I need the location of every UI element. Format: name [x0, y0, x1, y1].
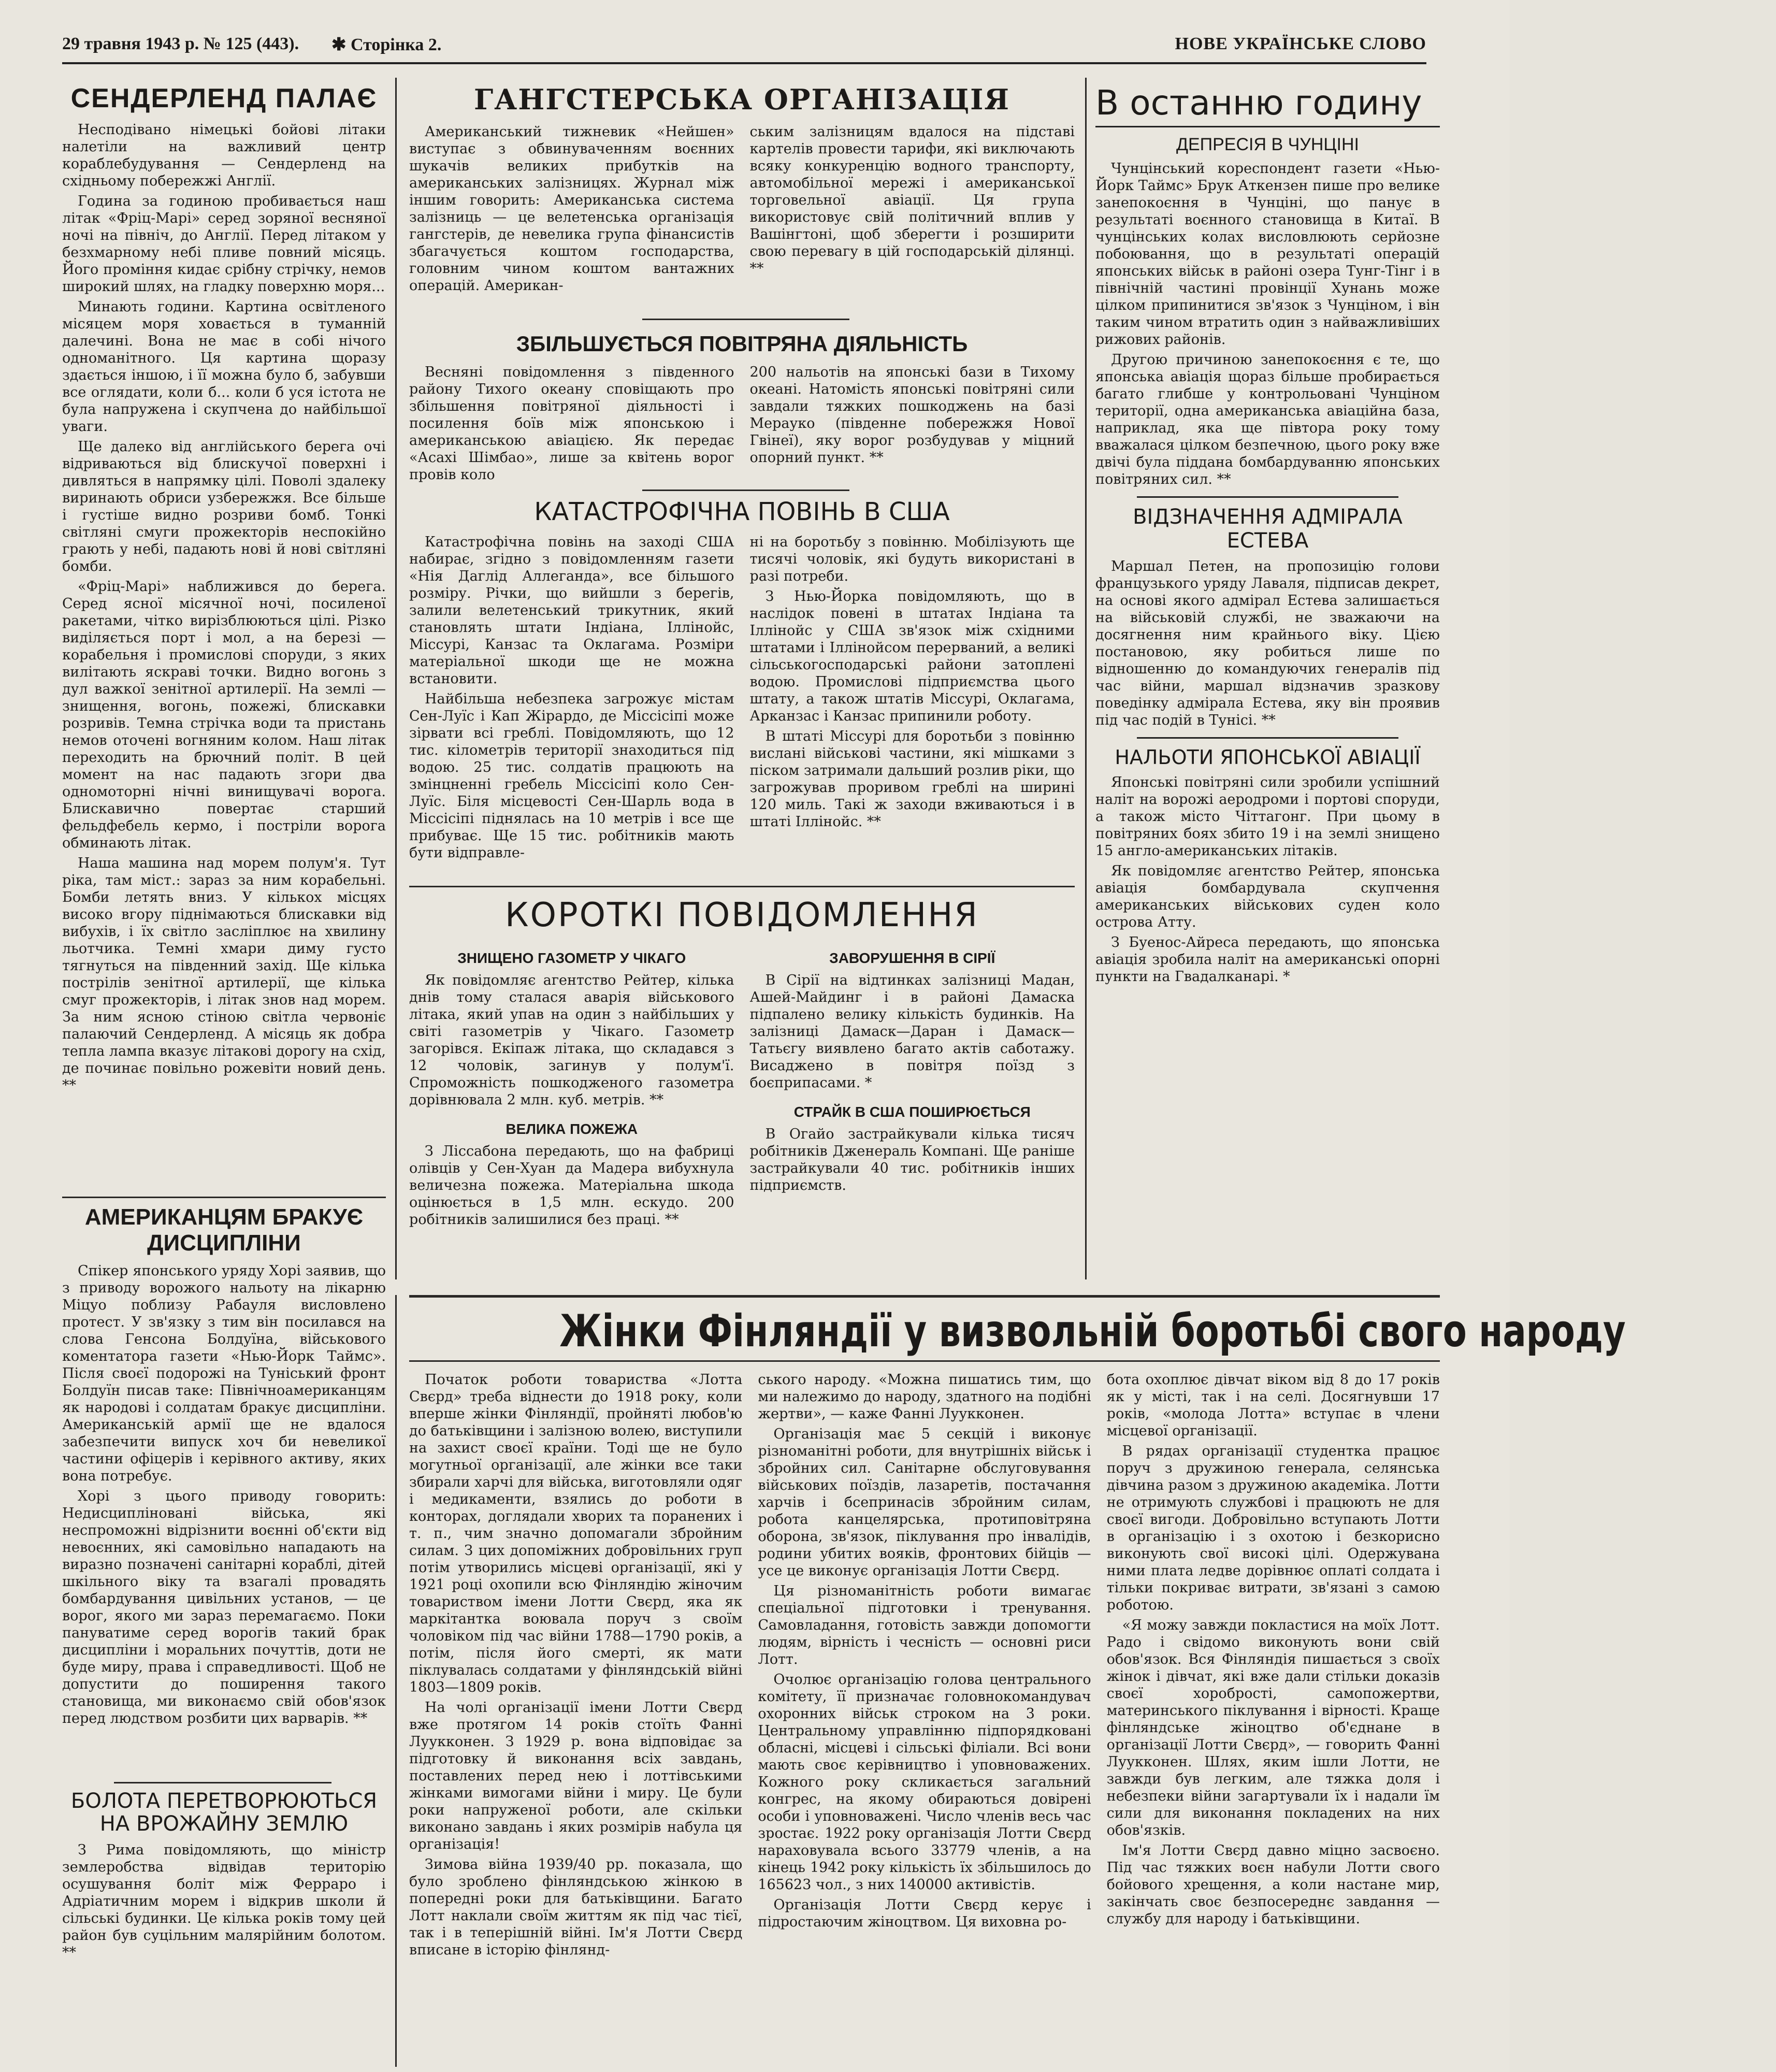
divider [409, 1295, 1440, 1298]
column-rule [395, 78, 397, 1279]
article-discipline [62, 1204, 386, 1790]
masthead: НОВЕ УКРАЇНСЬКЕ СЛОВО [1175, 34, 1426, 53]
article-title: ВІДЗНАЧЕННЯ АДМІРАЛА ЕСТЕВА [1133, 505, 1403, 553]
article-sunderland [62, 83, 386, 1191]
paragraph: Чунцінський кореспондент газети «Нью-Йорк Таймс» Брук Аткензен пише про велике занепокоєння в Чунціні, що панує в результаті воєнного становища в Китаї. В чунцінських колах висловлюють серйозне побоювання, що в результаті операцій японських військ в районі озера Тунг-Тінг і в північній частині провінції Хунань може цілком припинитися зв'язок з Чунціном, і він таким чином втратить один з найважливіших рижових районів. [1095, 161, 1440, 348]
paragraph: «Фріц-Марі» наближився до берега. Серед ясної місячної ночі, посиленої ракетами, чітко вирізблюються цілі. Різко виділяється порт і мол, а на березі — корабельня і промислові споруди, з яких вилітають яскраві точки. Видно вогонь з дул важкої зенітної артилерії. На землі — знищення, вогонь, пожежі, блискавки розривів. Темна стрічка води та пристань немов оточені вогняним колом. Наш літак переходить на брючний політ. В цей момент на нас падають згори два одномоторні нічні винищувачі ворога. Блискавично повертає старший фельдфебель кермо, і постріли ворога обминають літак. [62, 579, 386, 851]
paragraph: З Нью-Йорка повідомляють, що в наслідок повені в штатах Індіана та Іллінойс у США зв'язок між східними штатами і Іллінойсом перерваний, а великі сільськогосподарські райони затоплені водою. Промислові підприємства цього штату, а також штатів Міссурі, Оклагама, Арканзас і Канзас припинили роботу. [749, 588, 1075, 724]
paragraph: З Буеноc-Айреса передають, що японська авіація зробила наліт на американські опорні пункти на Гвадалканарі. * [1095, 934, 1440, 985]
paragraph: В рядах організації студентка працює поруч з дружиною генерала, селянська дівчина разом з дружиною академіка. Лотти не отримують службові і працюють не для своєї вигоди. Добровільно вступають Лотти в організацію і з охотою і безкорисно виконують свої високі цілі. Одержувана ними плата ледве дорівнює оплаті солдата і тільки покриває витрати, зв'язані з самою роботою. [1106, 1443, 1440, 1613]
article-flood [409, 497, 1075, 881]
column-rule [395, 1295, 397, 2067]
divider [1137, 737, 1398, 739]
paragraph: ського народу. «Можна пишатись тим, що ми належимо до народу, здатного на подібні жертви», — каже Фанні Луукконен. [758, 1372, 1091, 1422]
paragraph: Ще далеко від англійського берега очі відриваються від блискучої поверхні і дивляться в напрямку цілі. Поволі здалеку виринають обриси узбережжя. Все більше і густіше видно розриви бомб. Тонкі світляні смуги прожекторів неспокійно грають у небі, падають нові й нові світляні бомби. [62, 439, 386, 574]
news-heading: ЗАВОРУШЕННЯ В СІРІЇ [829, 950, 995, 966]
article-gangster [409, 83, 1075, 311]
paragraph: З Рима повідомляють, що міністр землеробства відвідав територію осушування боліт між Ферраро і Адріатичним морем і відкрив школи й сільські будинки. Це кілька років тому цей район був суцільним малярійним болотом. ** [62, 1842, 386, 1961]
article-title: КАТАСТРОФІЧНА ПОВІНЬ В США [534, 497, 950, 526]
article-title: АМЕРИКАНЦЯМ БРАКУЄ ДИСЦИПЛІНИ [84, 1204, 364, 1256]
divider [642, 319, 849, 320]
article-finland [409, 1305, 1626, 2062]
paragraph: З Ліссабона передають, що на фабриці олівців у Сен-Хуан да Мадера вибухнула величезна пожежа. Матеріальна шкода оцінюється в 1,5 млн. ескудо. 200 робітників залишилися без праці. ** [409, 1143, 734, 1228]
divider [62, 1197, 386, 1198]
page-header [62, 31, 1426, 64]
paragraph: Весняні повідомлення з південного району Тихого океану сповіщають про збільшення повітряної діяльності і посилення боїв між японською і американською авіацією. Як передає «Асахі Шімбао», лише за квітень ворог провів коло [409, 364, 734, 483]
paragraph: Катастрофічна повінь на заході США набирає, згідно з повідомленням газети «Нія Даглід Аллеганда», все більшого розміру. Річки, що вийшли з берегів, залили велетенський трикутник, який становлять штати Індіана, Іллінойс, Міссурі, Канзас та Оклагама. Розміри матеріальної шкоди ще не можна встановити. [409, 534, 734, 687]
paragraph: ні на боротьбу з повінню. Мобілізують ще тисячі чоловік, які будуть використані в разі потреби. [749, 534, 1075, 584]
paragraph: Хорі з цього приводу говорить: Недисципліновані війська, які неспроможні відрізнити воєнні об'єкти від невоєнних, які самовільно нападають на виразно позначені санітарні кораблі, дітей шкільного віку та взагалі провадять бомбардування цивільних установ, — це ворог, якого ми зараз перемагаємо. Поки пануватиме серед ворогів такий брак дисципліни і моральних почуттів, доти не буде миру, права і справедливості. Щоб не допустити до поширення такого становища, ми виконаємо свій обов'язок перед людством розбити цих варварів. ** [62, 1488, 386, 1726]
paragraph: ським залізницям вдалося на підставі картелів провести тарифи, які виключають всяку конкуренцію водного транспорту, автомобільної мережі і американської торговельної авіації. Ця група використовує свій політичний вплив у Вашінгтоні, щоб зберегти і розширити свою перевагу в цій господарській ділянці. ** [749, 124, 1075, 277]
paragraph: Японські повітряні сили зробили успішний наліт на ворожі аеродроми і портові споруди, а також місто Чіттагонг. При цьому в повітряних боях збито 19 і на землі знищено 15 англо-американських літаків. [1095, 774, 1440, 859]
divider [1137, 496, 1398, 498]
news-heading: СТРАЙК В США ПОШИРЮЄТЬСЯ [793, 1104, 1031, 1120]
paragraph: Організація Лотти Свєрд керує і підростаючим жіноцтвом. Ця виховна ро- [758, 1897, 1091, 1930]
paragraph: Ім'я Лотти Свєрд давно міцно засвоєно. Під час тяжких воєн набули Лотти свого бойового хрещення, а коли настане мир, закінчать своє безпосереднє завдання — службу для народу і батьківщини. [1106, 1843, 1440, 1927]
divider [642, 490, 849, 491]
paragraph: Зимова війна 1939/40 рр. показала, що було зроблено фінляндською жінкою в попередні роки для батьківщини. Багато Лотт наклали своїм життям як під час тієї, так і в теперішній війні. Ім'я Лотти Свєрд вписане в історію фінлянд- [409, 1857, 743, 1958]
paragraph: Початок роботи товариства «Лотта Свєрд» треба віднести до 1918 року, коли вперше жінки Фінляндії, пройняті любов'ю до батьківщини і залізною волею, виступили на захист своєї країни. Тоді ще не було могутньої організації, але жінки все таки збирали харчі для війська, виготовляли одяг і медикаменти, взялись до роботи в конторах, доглядали хворих та поранених і т. п., чим значно допомагали збройним силам. З цих допоміжних добровільних груп потім утворились місцеві організації, які у 1921 році охопили всю Фінляндію жіночим товариством імени Лотти Свєрд, яка як маркітантка воювала поруч з своїм чоловіком під час війни 1788—1790 років, а потім, після його смерті, як мати піклувалась солдатами у фінляндській війні 1803—1809 років. [409, 1372, 743, 1695]
issue-date: 29 травня 1943 р. № 125 (443). [62, 34, 299, 53]
paragraph: бота охоплює дівчат віком від 8 до 17 років як у місті, так і на селі. Досягнувши 17 років, «молода Лотта» вступає в члени місцевої організації. [1106, 1372, 1440, 1439]
article-title: НАЛЬОТИ ЯПОНСЬКОЇ АВІАЦІЇ [1115, 746, 1421, 769]
paragraph: В Сірії на відтинках залізниці Мадан, Ашей-Майдинг і в районі Дамаска підпалено велику кількість будинків. На залізниці Дамаск—Даран і Дамаск—Татьєгу виявлено багато актів саботажу. Висаджено в повітря поїзд з боєприпасами. * [749, 972, 1075, 1091]
article-swamps [62, 1790, 386, 2059]
paragraph: «Я можу завжди покластися на моїх Лотт. Радо і свідомо виконують вони свій обов'язок. Вся Фінляндія пишається з своїх жінок і дівчат, які вже дали стільки доказів своєї хоробрості, самопожертви, материнського піклування і вірності. Краще фінляндське жіноцтво об'єднане в організації Лотти Свєрд», — говорить Фанні Луукконен. Шлях, яким ішли Лотти, не завжди був легким, але тяжка доля і небезпеки війни загартували їх і надали їм сили для виконання покладених на них обов'язків. [1106, 1617, 1440, 1838]
paragraph: В штаті Міссурі для боротьби з повінню вислані військові частини, які мішками з піском затримали дальший розлив ріки, що загрожував проривом греблі на ширині 120 миль. Такі ж заходи вживаються і в штаті Іллінойс. ** [749, 728, 1075, 830]
paragraph: Несподівано німецькі бойові літаки налетіли на важливий центр кораблебудування — Сендерленд на східньому побережжі Англії. [62, 122, 386, 189]
divider [409, 1360, 1440, 1362]
article-title: ЗБІЛЬШУЄТЬСЯ ПОВІТРЯНА ДІЯЛЬНІСТЬ [516, 332, 968, 356]
paragraph: Спікер японського уряду Хорі заявив, що з приводу ворожого нальоту на лікарню Міцуо поблизу Рабауля висловлено протест. У зв'язку з тим він посилався на слова Генсона Болдуїна, військового коментатора газети «Нью-Йорк Таймс». Після своєї подорожі на Туніський фронт Болдуїн писав таке: Північноамериканцям як народові і солдатам бракує дисципліни. Американській армії ще не вдалося забезпечити випуск хоч би невеликої частини офіцерів і керівного активу, яких вона потребує. [62, 1263, 386, 1484]
paragraph: 200 нальотів на японські бази в Тихому океані. Натомість японські повітряні сили завдали тяжких пошкоджень на базі Мераукo (південне побережжя Нової Гвінеї), яку ворог розбудував у міцний опорний пункт. ** [749, 364, 1075, 466]
paragraph: Година за годиною пробивається наш літак «Фріц-Марі» серед зоряної весняної ночі на північ, до Англії. Перед літаком у безхмарному небі пливе повний місяць. Його проміння кидає срібну стрічку, немов широкий шлях, на гладку поверхню моря... [62, 193, 386, 295]
article-title: СЕНДЕРЛЕНД ПАЛАЄ [70, 83, 378, 113]
paragraph: Другою причиною занепокоєння є те, що японська авіація щораз більше пробирається багато глибше у контрольовані Чунціном території, одна американська авіаційна база, наприклад, яка ще півтора року тому вважалася цілком безпечною, цього року вже двічі була піддана бомбардуванню японських повітряних сил. ** [1095, 352, 1440, 487]
article-title: ДЕПРЕСІЯ В ЧУНЦІНІ [1176, 135, 1360, 154]
news-heading: ЗНИЩЕНО ГАЗОМЕТР У ЧІКАГО [457, 950, 686, 966]
section-last-hour [1095, 83, 1440, 1279]
paragraph: Американський тижневик «Нейшен» виступає з обвинуваченням воєнних шукачів великих прибутків на американських залізницях. Журнал між іншим говорить: Американська система залізниць — це велетенська організація гангстерів, де невелика група фінансистів збагачується коштом господарства, головним чином коштом вантажних операцій. Американ- [409, 124, 734, 294]
paragraph: Найбільша небезпека загрожує містам Сен-Луїс і Кап Жірардо, де Міссісіпі може зірвати всі греблі. Повідомляють, що 12 тис. кілометрів території знаходиться під водою. 25 тис. солдатів працюють на змінцненні гребель Міссісіпі коло Сен-Луїс. Біля місцевості Сен-Шарль вода в Міссісіпі піднялась на 10 метрів і все ще прибуває. Ще 15 тис. робітників мають бути відправле- [409, 691, 734, 861]
paragraph: Організація має 5 секцій і виконує різноманітні роботи, для внутрішніх військ і збройних сил. Санітарне обслуговування військових поїздів, лазаретів, постачання харчів і бсепринасів збройним силам, робота канцелярська, протиповітряна оборона, зв'язок, піклування про інвалідів, родини убитих вояків, фронтових бійців — усе це виконує організація Лотти Свєрд. [758, 1426, 1091, 1579]
divider [114, 1782, 331, 1783]
paragraph: Ця різноманітність роботи вимагає спеціальної підготовки і тренування. Самовладання, готовість завжди допомогти людям, вірність і чесність — основні риси Лотт. [758, 1583, 1091, 1667]
section-short-news [409, 896, 1075, 1279]
paragraph: Маршал Петен, на пропозицію голови французького уряду Лаваля, підписав декрет, на основі якого адмірал Естева залишається на військовій службі, не зважаючи на досягнення ним крайнього віку. Цією постановою, яку робиться лише по відношенню до командуючих генералів під час війни, маршал відзначив зразкову поведінку адмірала Естева, яку він проявив під час подій в Тунісі. ** [1095, 558, 1440, 728]
paragraph: Минають години. Картина освітленого місяцем моря ховається в туманній далечині. Вона не має в собі нічого одноманітного. Ця картина щоразу здається іншою, і її можна було б, забувши все оглядати, коли б... коли б уся істота не була напружена і скупчена до найбільшої уваги. [62, 299, 386, 435]
section-title: КОРОТКІ ПОВІДОМЛЕННЯ [505, 896, 979, 934]
paragraph: Як повідомляє агентство Рейтер, кілька днів тому сталася аварія військового літака, який упав на один з найбільших у світі газометрів у Чікаго. Газометр загорівся. Екіпаж літака, що складався з 12 чоловік, загинув у полум'ї. Спроможність пошкодженого газометра дорівнювала 2 млн. куб. метрів. ** [409, 972, 734, 1108]
paragraph: На чолі організації імени Лотти Свєрд вже протягом 14 років стоїть Фанні Луукконен. З 1929 р. вона відповідає за підготовку й виконання всіх завдань, поставлених перед нею і лоттівськими жінками вимогами війни і миру. Це були роки напруженої роботи, але скільки виконано завдань і яких розмірів набула ця організація! [409, 1700, 743, 1852]
article-title: ГАНГСТЕРСЬКА ОРГАНІЗАЦІЯ [473, 83, 1010, 116]
paragraph: Як повідомляє агентство Рейтер, японська авіація бомбардувала скупчення американських військових суден коло острова Атту. [1095, 863, 1440, 930]
divider [409, 886, 1075, 887]
page-number: ✱ Сторінка 2. [331, 35, 442, 54]
paragraph: В Огайо застрайкували кілька тисяч робітників Дженераль Компані. Ще раніше застрайкували 40 тис. робітників інших підприємств. [749, 1126, 1075, 1193]
section-title: В останню годину [1095, 83, 1440, 127]
column-rule [1085, 78, 1087, 1279]
news-heading: ВЕЛИКА ПОЖЕЖА [506, 1121, 638, 1137]
article-title: БОЛОТА ПЕРЕТВОРЮЮТЬСЯ НА ВРОЖАЙНУ ЗЕМЛЮ [70, 1789, 378, 1836]
article-air-activity [409, 332, 1075, 487]
paragraph: Наша машина над морем полум'я. Тут ріка, там міст.: зараз за ним корабельні. Бомби летять вниз. У кількох місцях високо вгору піднімаються блискавки від вибухів, і їх світло засліплює на хвилину льотчика. Темні хмари диму густо тягнуться на південний захід. Ще кілька пострілів зенітної артилерії, ще кілька смуг прожекторів, і літак знов над морем. За ним ясною стіною світла червоніє палаючий Сендерленд. А місяць як добра тепла лампа вказує літакові дорогу на схід, де починає повільно рожевіти новий день. ** [62, 855, 386, 1093]
article-title: Жінки Фінляндії у визвольній боротьбі свого народу [559, 1305, 1626, 1357]
paragraph: Очолює організацію голова центрального комітету, її призначає головнокомандувач охоронних військ строком на 3 роки. Центральному управлінню підпорядковані обласні, місцеві і сільські філіали. Всі вони мають своє керівництво і уповноважених. Кожного року скликається загальний конгрес, на якому обираються довірені особи і уповноважені. Число членів весь час зростає. 1922 року організація Лотти Свєрд нараховувала всього 33779 членів, а на кінець 1942 року кількість їх збільшилось до 165623 чол., з них 140000 активістів. [758, 1672, 1091, 1893]
